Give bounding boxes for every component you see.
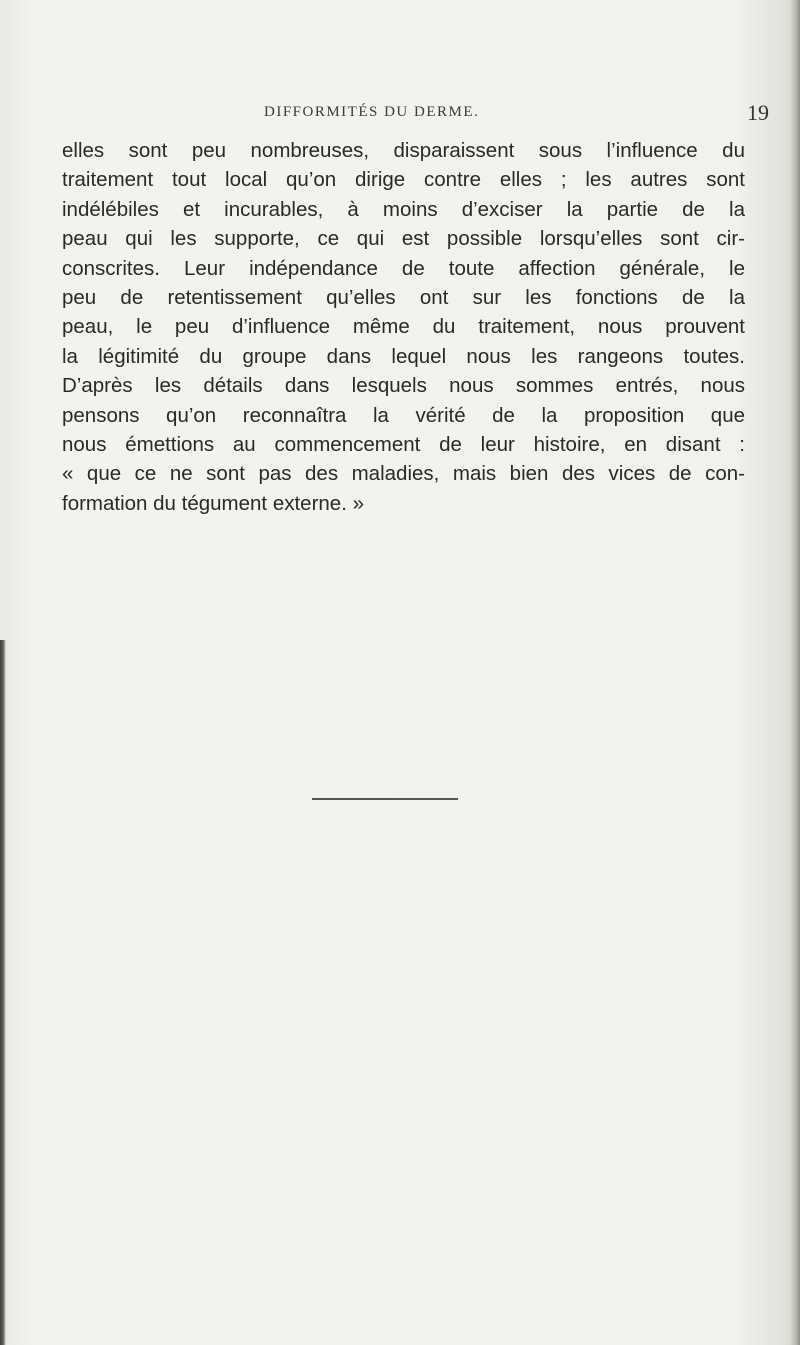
text-line: pensons qu’on reconnaîtra la vérité de la proposition que [62,403,745,427]
body-paragraph [62,136,745,518]
text-line: D’après les détails dans lesquels nous sommes entrés, nous [62,374,745,398]
running-title: DIFFORMITÉS DU DERME. [264,104,480,120]
text-line: la légitimité du groupe dans lequel nous les rangeons toutes. [62,344,745,368]
text-line: traitement tout local qu’on dirige contre elles ; les autres sont [62,168,745,192]
text-line: « que ce ne sont pas des maladies, mais bien des vices de con- [62,462,745,486]
section-divider-rule [312,798,458,800]
page-number: 19 [747,100,769,125]
text-line: elles sont peu nombreuses, disparaissent sous l’influence du [62,139,745,162]
page-shadow-left [0,640,6,1345]
text-line: conscrites. Leur indépendance de toute affection générale, le [62,256,745,280]
text-line: peu de retentissement qu’elles ont sur les fonctions de la [62,286,745,310]
page-header [0,100,800,134]
page-shadow-right [790,0,800,1345]
text-line: nous émettions au commencement de leur histoire, en disant : [62,433,745,457]
text-line: indélébiles et incurables, à moins d’exciser la partie de la [62,197,745,221]
text-line: formation du tégument externe. » [62,491,364,515]
text-line: peau qui les supporte, ce qui est possible lorsqu’elles sont cir- [62,227,745,251]
text-line: peau, le peu d’influence même du traitement, nous prouvent [62,315,745,339]
